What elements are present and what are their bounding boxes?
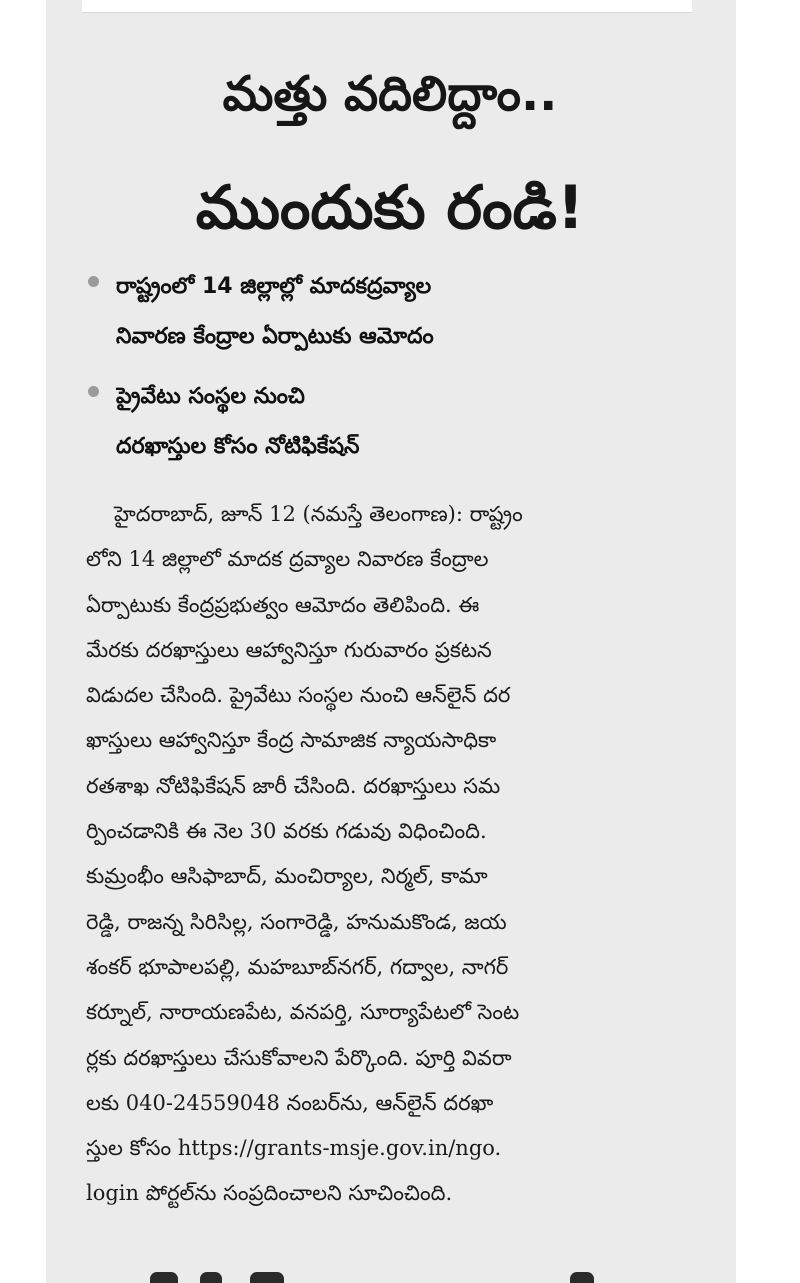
cut-off-glyph: [150, 1272, 178, 1283]
bullet-2-line-1: ప్రైవేటు సంస్థల నుంచి: [116, 384, 305, 409]
bullet-2-line-2: దరఖాస్తుల కోసం నోటిఫికేషన్: [116, 434, 360, 459]
bullet-1-line-2: నివారణ కేంద్రాల ఏర్పాటుకు ఆమోదం: [116, 324, 434, 349]
body-line-7: రతశాఖ నోటిఫికేషన్ జారీ చేసింది. దరఖాస్తులు సమ: [86, 773, 501, 798]
body-line-2: లోని 14 జిల్లాలో మాదక ద్రవ్యాల నివారణ కేంద్రాల: [86, 547, 489, 572]
body-line-4: మేరకు దరఖాస్తులు ఆహ్వానిస్తూ గురువారం ప్రకటన: [86, 637, 492, 662]
headline-line-1: మత్తు వదిలిద్దాం..: [222, 66, 558, 122]
headline-line-2: ముందుకు రండి!: [195, 173, 585, 243]
body-line-9: కుమ్రంభీం ఆసిఫాబాద్, మంచిర్యాల, నిర్మల్, కామా: [86, 864, 488, 889]
bullet-dot-icon: [88, 276, 99, 287]
bullet-dot-icon: [88, 386, 99, 397]
cut-off-glyph: [200, 1272, 222, 1283]
bullet-point-1: [84, 262, 724, 362]
body-line-6: ఖాస్తులు ఆహ్వానిస్తూ కేంద్ర సామాజిక న్యాయసాధికా: [86, 728, 497, 753]
body-line-11: శంకర్ భూపాలపల్లి, మహబూబ్‌నగర్, గద్వాల, నాగర్: [86, 954, 509, 979]
cut-off-glyph: [570, 1272, 594, 1283]
body-line-5: విడుదల చేసింది. ప్రైవేటు సంస్థల నుంచి ఆన్‌లైన్ దర: [86, 683, 511, 708]
bullet-point-2: [84, 372, 724, 472]
body-line-16: login పోర్టల్‌ను సంప్రదించాలని సూచించింది.: [86, 1181, 453, 1206]
body-line-3: ఏర్పాటుకు కేంద్రప్రభుత్వం ఆమోదం తెలిపింది. ఈ: [86, 592, 480, 617]
body-line-8: ర్పించడానికి ఈ నెల 30 వరకు గడువు విధించింది.: [86, 819, 487, 844]
bullet-1-line-1: రాష్ట్రంలో 14 జిల్లాల్లో మాదకద్రవ్యాల: [116, 274, 432, 299]
body-line-13: ర్లకు దరఖాస్తులు చేసుకోవాలని పేర్కొంది. పూర్తి వివరా: [86, 1045, 512, 1070]
next-article-cut-off-text: [140, 1268, 700, 1283]
body-line-14: లకు 040-24559048 నంబర్‌ను, ఆన్‌లైన్ దరఖా: [86, 1090, 494, 1115]
body-line-10: రెడ్డి, రాజన్న సిరిసిల్ల, సంగారెడ్డి, హనుమకొండ, జయ: [86, 909, 507, 934]
previous-article-edge: [82, 0, 692, 13]
article-body: [86, 492, 706, 1217]
cut-off-glyph: [250, 1272, 284, 1283]
body-line-15: స్తుల కోసం https://grants-msje.gov.in/ngo.: [86, 1136, 502, 1161]
body-line-12: కర్నూల్, నారాయణపేట, వనపర్తి, సూర్యాపేటలో సెంట: [86, 1000, 520, 1025]
body-line-1: హైదరాబాద్, జూన్ 12 (నమస్తే తెలంగాణ): రాష్ట్రం: [114, 502, 523, 526]
